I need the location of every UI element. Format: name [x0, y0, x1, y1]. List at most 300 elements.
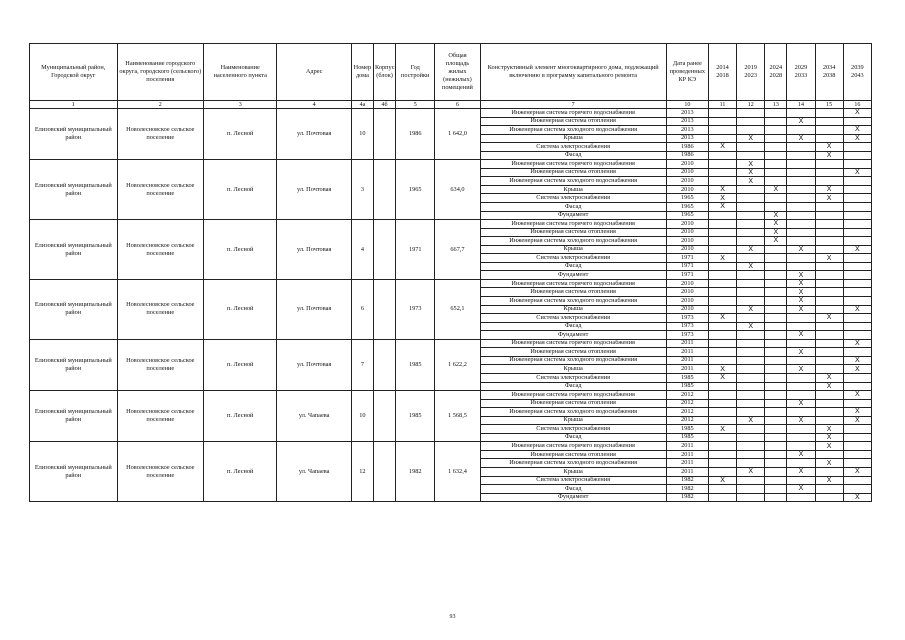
- house-number-cell: 12: [351, 442, 373, 502]
- repair-date-cell: 2013: [666, 117, 708, 126]
- period-mark-cell: [815, 356, 843, 365]
- repair-date-cell: 2011: [666, 442, 708, 451]
- repair-date-cell: 2013: [666, 109, 708, 118]
- table-header: [30, 44, 872, 109]
- element-name-cell: Фундамент: [480, 493, 666, 502]
- period-mark-cell: [843, 237, 871, 246]
- period-mark-cell: [843, 476, 871, 485]
- period-mark-cell: [787, 143, 815, 152]
- period-mark-cell: [843, 314, 871, 323]
- period-mark-cell: [843, 425, 871, 434]
- period-mark-cell: [843, 228, 871, 237]
- period-mark-cell: [737, 356, 765, 365]
- period-mark-cell: [815, 220, 843, 229]
- column-header: Общая площадь жилых (нежилых) помещений: [435, 44, 480, 101]
- period-mark-cell: [765, 271, 787, 280]
- period-mark-cell: [787, 237, 815, 246]
- period-mark-cell: [737, 348, 765, 357]
- period-mark-cell: [815, 399, 843, 408]
- period-mark-cell: [765, 391, 787, 400]
- period-mark-cell: [708, 168, 736, 177]
- period-mark-cell: [843, 297, 871, 306]
- period-mark-cell: [708, 262, 736, 271]
- period-mark-cell: X: [765, 220, 787, 229]
- period-mark-cell: [787, 314, 815, 323]
- period-mark-cell: [737, 288, 765, 297]
- period-mark-cell: [843, 373, 871, 382]
- period-mark-cell: [708, 433, 736, 442]
- period-mark-cell: X: [815, 433, 843, 442]
- table-row: [30, 160, 872, 169]
- period-mark-cell: [787, 459, 815, 468]
- period-mark-cell: [815, 160, 843, 169]
- period-mark-cell: [787, 211, 815, 220]
- period-mark-cell: [737, 485, 765, 494]
- period-mark-cell: X: [843, 408, 871, 417]
- repair-date-cell: 2010: [666, 305, 708, 314]
- column-number: 15: [815, 101, 843, 109]
- period-mark-cell: X: [737, 134, 765, 143]
- column-number: 14: [787, 101, 815, 109]
- period-mark-cell: [815, 416, 843, 425]
- period-mark-cell: [765, 322, 787, 331]
- period-mark-cell: [787, 151, 815, 160]
- period-mark-cell: [843, 160, 871, 169]
- period-mark-cell: X: [765, 211, 787, 220]
- period-mark-cell: [765, 442, 787, 451]
- house-settlement-cell: Новолесновское сельское поселение: [117, 160, 204, 220]
- period-mark-cell: [843, 185, 871, 194]
- repair-date-cell: 2010: [666, 177, 708, 186]
- house-year-cell: 1965: [396, 160, 435, 220]
- header-row: [30, 44, 872, 101]
- period-mark-cell: [708, 459, 736, 468]
- period-mark-cell: [787, 433, 815, 442]
- column-header: 2039 2043: [843, 44, 871, 101]
- element-name-cell: Инженерная система отопления: [480, 168, 666, 177]
- period-mark-cell: [737, 433, 765, 442]
- column-header: Дата ранее проведенных КР КЭ: [666, 44, 708, 101]
- repair-date-cell: 2011: [666, 459, 708, 468]
- period-mark-cell: [843, 220, 871, 229]
- house-area-cell: 667,7: [435, 220, 480, 280]
- period-mark-cell: [843, 459, 871, 468]
- period-mark-cell: [815, 348, 843, 357]
- house-number-cell: 7: [351, 339, 373, 390]
- house-block-cell: [374, 339, 396, 390]
- period-mark-cell: X: [843, 109, 871, 118]
- period-mark-cell: [765, 262, 787, 271]
- period-mark-cell: [815, 485, 843, 494]
- element-name-cell: Система электроснабжения: [480, 314, 666, 323]
- repair-date-cell: 2010: [666, 220, 708, 229]
- repair-date-cell: 1965: [666, 211, 708, 220]
- element-name-cell: Крыша: [480, 245, 666, 254]
- period-mark-cell: [708, 177, 736, 186]
- house-number-cell: 10: [351, 109, 373, 160]
- repair-date-cell: 1985: [666, 425, 708, 434]
- repair-date-cell: 1985: [666, 433, 708, 442]
- element-name-cell: Фасад: [480, 322, 666, 331]
- period-mark-cell: [787, 493, 815, 502]
- repair-date-cell: 1982: [666, 476, 708, 485]
- period-mark-cell: X: [843, 305, 871, 314]
- element-name-cell: Инженерная система отопления: [480, 228, 666, 237]
- period-mark-cell: [765, 467, 787, 476]
- element-name-cell: Инженерная система холодного водоснабжения: [480, 237, 666, 246]
- period-mark-cell: [765, 160, 787, 169]
- period-mark-cell: [815, 365, 843, 374]
- period-mark-cell: [787, 262, 815, 271]
- period-mark-cell: X: [708, 425, 736, 434]
- period-mark-cell: [708, 339, 736, 348]
- period-mark-cell: [765, 151, 787, 160]
- period-mark-cell: [765, 288, 787, 297]
- period-mark-cell: [787, 177, 815, 186]
- table-row: [30, 442, 872, 451]
- element-name-cell: Крыша: [480, 134, 666, 143]
- repair-date-cell: 1971: [666, 271, 708, 280]
- period-mark-cell: X: [815, 254, 843, 263]
- period-mark-cell: [737, 373, 765, 382]
- repair-date-cell: 1985: [666, 382, 708, 391]
- repair-date-cell: 1973: [666, 314, 708, 323]
- period-mark-cell: [843, 117, 871, 126]
- column-number: 4б: [374, 101, 396, 109]
- house-locality-cell: п. Лесной: [204, 442, 277, 502]
- repair-date-cell: 2011: [666, 450, 708, 459]
- column-number: 6: [435, 101, 480, 109]
- column-number: 7: [480, 101, 666, 109]
- period-mark-cell: [737, 459, 765, 468]
- period-mark-cell: X: [815, 382, 843, 391]
- period-mark-cell: [737, 220, 765, 229]
- period-mark-cell: [765, 382, 787, 391]
- element-name-cell: Система электроснабжения: [480, 194, 666, 203]
- period-mark-cell: [787, 185, 815, 194]
- house-settlement-cell: Новолесновское сельское поселение: [117, 220, 204, 280]
- period-mark-cell: [737, 297, 765, 306]
- repair-date-cell: 2013: [666, 126, 708, 135]
- house-year-cell: 1973: [396, 279, 435, 339]
- house-year-cell: 1985: [396, 391, 435, 442]
- period-mark-cell: X: [787, 117, 815, 126]
- period-mark-cell: [708, 117, 736, 126]
- period-mark-cell: [737, 442, 765, 451]
- period-mark-cell: [765, 279, 787, 288]
- column-header: 2024 2028: [765, 44, 787, 101]
- house-district-cell: Елизовский муниципальный район: [30, 109, 118, 160]
- period-mark-cell: X: [815, 459, 843, 468]
- period-mark-cell: [708, 416, 736, 425]
- table-row: [30, 220, 872, 229]
- element-name-cell: Система электроснабжения: [480, 373, 666, 382]
- period-mark-cell: [843, 262, 871, 271]
- period-mark-cell: X: [787, 348, 815, 357]
- period-mark-cell: [787, 254, 815, 263]
- period-mark-cell: [765, 254, 787, 263]
- house-locality-cell: п. Лесной: [204, 220, 277, 280]
- element-name-cell: Крыша: [480, 467, 666, 476]
- period-mark-cell: [765, 314, 787, 323]
- period-mark-cell: [737, 391, 765, 400]
- period-mark-cell: [843, 194, 871, 203]
- period-mark-cell: [765, 297, 787, 306]
- period-mark-cell: [815, 305, 843, 314]
- period-mark-cell: X: [787, 399, 815, 408]
- period-mark-cell: [787, 339, 815, 348]
- house-block-cell: [374, 442, 396, 502]
- period-mark-cell: [765, 305, 787, 314]
- column-header: 2019 2023: [737, 44, 765, 101]
- period-mark-cell: [765, 356, 787, 365]
- period-mark-cell: [765, 399, 787, 408]
- period-mark-cell: [815, 117, 843, 126]
- period-mark-cell: [708, 399, 736, 408]
- page-number: 93: [449, 614, 456, 620]
- period-mark-cell: [815, 408, 843, 417]
- element-name-cell: Крыша: [480, 365, 666, 374]
- repair-date-cell: 2012: [666, 399, 708, 408]
- table-row: [30, 339, 872, 348]
- element-name-cell: Фундамент: [480, 211, 666, 220]
- house-area-cell: 634,0: [435, 160, 480, 220]
- repair-date-cell: 2010: [666, 279, 708, 288]
- period-mark-cell: [765, 168, 787, 177]
- period-mark-cell: X: [708, 373, 736, 382]
- column-header: 2014 2018: [708, 44, 736, 101]
- period-mark-cell: [765, 203, 787, 212]
- column-header: 2034 2038: [815, 44, 843, 101]
- period-mark-cell: [765, 245, 787, 254]
- period-mark-cell: [737, 365, 765, 374]
- period-mark-cell: [708, 322, 736, 331]
- house-year-cell: 1985: [396, 339, 435, 390]
- period-mark-cell: [737, 109, 765, 118]
- period-mark-cell: [765, 331, 787, 340]
- column-number: 3: [204, 101, 277, 109]
- period-mark-cell: [737, 194, 765, 203]
- period-mark-cell: [815, 134, 843, 143]
- period-mark-cell: [708, 271, 736, 280]
- period-mark-cell: [737, 228, 765, 237]
- house-district-cell: Елизовский муниципальный район: [30, 442, 118, 502]
- period-mark-cell: [708, 297, 736, 306]
- house-settlement-cell: Новолесновское сельское поселение: [117, 391, 204, 442]
- period-mark-cell: X: [765, 228, 787, 237]
- repair-date-cell: 2012: [666, 391, 708, 400]
- period-mark-cell: [815, 450, 843, 459]
- element-name-cell: Инженерная система горячего водоснабжения: [480, 339, 666, 348]
- column-header: 2029 2033: [787, 44, 815, 101]
- period-mark-cell: X: [815, 476, 843, 485]
- repair-date-cell: 2010: [666, 245, 708, 254]
- period-mark-cell: [765, 493, 787, 502]
- period-mark-cell: [765, 177, 787, 186]
- element-name-cell: Фундамент: [480, 331, 666, 340]
- period-mark-cell: [787, 194, 815, 203]
- period-mark-cell: [765, 476, 787, 485]
- period-mark-cell: X: [787, 331, 815, 340]
- period-mark-cell: [787, 476, 815, 485]
- period-mark-cell: [737, 382, 765, 391]
- period-mark-cell: [737, 331, 765, 340]
- element-name-cell: Фасад: [480, 485, 666, 494]
- period-mark-cell: [843, 433, 871, 442]
- period-mark-cell: [737, 271, 765, 280]
- repair-date-cell: 2011: [666, 348, 708, 357]
- period-mark-cell: [843, 331, 871, 340]
- period-mark-cell: [787, 228, 815, 237]
- repair-date-cell: 1985: [666, 373, 708, 382]
- period-mark-cell: X: [787, 365, 815, 374]
- period-mark-cell: [737, 279, 765, 288]
- period-mark-cell: X: [815, 373, 843, 382]
- period-mark-cell: X: [815, 194, 843, 203]
- element-name-cell: Система электроснабжения: [480, 254, 666, 263]
- period-mark-cell: [737, 476, 765, 485]
- element-name-cell: Инженерная система холодного водоснабжения: [480, 297, 666, 306]
- period-mark-cell: [765, 450, 787, 459]
- period-mark-cell: X: [708, 365, 736, 374]
- house-street-cell: ул. Почтовая: [277, 339, 351, 390]
- element-name-cell: Инженерная система горячего водоснабжения: [480, 279, 666, 288]
- element-name-cell: Крыша: [480, 416, 666, 425]
- column-header: Номер дома: [351, 44, 373, 101]
- element-name-cell: Инженерная система горячего водоснабжения: [480, 391, 666, 400]
- period-mark-cell: [787, 322, 815, 331]
- period-mark-cell: X: [843, 493, 871, 502]
- period-mark-cell: [765, 143, 787, 152]
- period-mark-cell: [787, 109, 815, 118]
- period-mark-cell: [708, 126, 736, 135]
- element-name-cell: Система электроснабжения: [480, 143, 666, 152]
- element-name-cell: Фасад: [480, 382, 666, 391]
- period-mark-cell: [815, 237, 843, 246]
- table-row: [30, 279, 872, 288]
- period-mark-cell: X: [787, 467, 815, 476]
- column-number: 16: [843, 101, 871, 109]
- element-name-cell: Инженерная система холодного водоснабжения: [480, 408, 666, 417]
- repair-date-cell: 2011: [666, 467, 708, 476]
- period-mark-cell: [708, 245, 736, 254]
- period-mark-cell: [737, 151, 765, 160]
- period-mark-cell: X: [737, 160, 765, 169]
- period-mark-cell: [737, 314, 765, 323]
- element-name-cell: Инженерная система отопления: [480, 117, 666, 126]
- period-mark-cell: X: [737, 168, 765, 177]
- period-mark-cell: [708, 391, 736, 400]
- period-mark-cell: [765, 459, 787, 468]
- house-area-cell: 652,1: [435, 279, 480, 339]
- house-year-cell: 1982: [396, 442, 435, 502]
- period-mark-cell: X: [787, 485, 815, 494]
- repair-date-cell: 2011: [666, 365, 708, 374]
- house-district-cell: Елизовский муниципальный район: [30, 220, 118, 280]
- period-mark-cell: [708, 134, 736, 143]
- period-mark-cell: X: [843, 416, 871, 425]
- period-mark-cell: [815, 467, 843, 476]
- house-street-cell: ул. Почтовая: [277, 109, 351, 160]
- period-mark-cell: [708, 493, 736, 502]
- period-mark-cell: [787, 220, 815, 229]
- period-mark-cell: X: [843, 339, 871, 348]
- period-mark-cell: [843, 442, 871, 451]
- period-mark-cell: X: [787, 134, 815, 143]
- period-mark-cell: X: [708, 314, 736, 323]
- period-mark-cell: [765, 339, 787, 348]
- column-header: Адрес: [277, 44, 351, 101]
- house-number-cell: 6: [351, 279, 373, 339]
- period-mark-cell: [708, 356, 736, 365]
- period-mark-cell: [708, 467, 736, 476]
- period-mark-cell: [787, 425, 815, 434]
- period-mark-cell: [737, 185, 765, 194]
- period-mark-cell: [815, 203, 843, 212]
- house-area-cell: 1 568,5: [435, 391, 480, 442]
- column-header: Конструктивный элемент многоквартирного дома, подлежащий включению в программу капитального ремонта: [480, 44, 666, 101]
- repair-date-cell: 2011: [666, 339, 708, 348]
- repair-date-cell: 1971: [666, 254, 708, 263]
- repair-date-cell: 2010: [666, 160, 708, 169]
- period-mark-cell: X: [787, 279, 815, 288]
- column-number: 12: [737, 101, 765, 109]
- period-mark-cell: [815, 109, 843, 118]
- period-mark-cell: X: [843, 467, 871, 476]
- period-mark-cell: [708, 382, 736, 391]
- repair-date-cell: 1982: [666, 485, 708, 494]
- period-mark-cell: [843, 288, 871, 297]
- table-body: [30, 109, 872, 502]
- period-mark-cell: [815, 126, 843, 135]
- period-mark-cell: [737, 425, 765, 434]
- period-mark-cell: [708, 485, 736, 494]
- period-mark-cell: [843, 348, 871, 357]
- house-locality-cell: п. Лесной: [204, 339, 277, 390]
- period-mark-cell: [737, 203, 765, 212]
- element-name-cell: Система электроснабжения: [480, 425, 666, 434]
- period-mark-cell: [708, 220, 736, 229]
- period-mark-cell: [737, 408, 765, 417]
- period-mark-cell: [708, 237, 736, 246]
- period-mark-cell: X: [708, 143, 736, 152]
- column-header: Наименование населенного пункта: [204, 44, 277, 101]
- house-area-cell: 1 622,2: [435, 339, 480, 390]
- period-mark-cell: [815, 279, 843, 288]
- period-mark-cell: [787, 408, 815, 417]
- house-settlement-cell: Новолесновское сельское поселение: [117, 109, 204, 160]
- period-mark-cell: [765, 416, 787, 425]
- element-name-cell: Крыша: [480, 185, 666, 194]
- period-mark-cell: [843, 399, 871, 408]
- period-mark-cell: X: [843, 245, 871, 254]
- period-mark-cell: [815, 322, 843, 331]
- element-name-cell: Инженерная система холодного водоснабжения: [480, 177, 666, 186]
- element-name-cell: Инженерная система горячего водоснабжения: [480, 220, 666, 229]
- period-mark-cell: X: [843, 134, 871, 143]
- period-mark-cell: [843, 271, 871, 280]
- period-mark-cell: X: [765, 237, 787, 246]
- period-mark-cell: X: [843, 356, 871, 365]
- house-locality-cell: п. Лесной: [204, 391, 277, 442]
- column-number: 10: [666, 101, 708, 109]
- house-street-cell: ул. Чапаева: [277, 442, 351, 502]
- column-header: Корпус (блок): [374, 44, 396, 101]
- period-mark-cell: [815, 288, 843, 297]
- period-mark-cell: [815, 331, 843, 340]
- period-mark-cell: X: [815, 143, 843, 152]
- period-mark-cell: X: [815, 442, 843, 451]
